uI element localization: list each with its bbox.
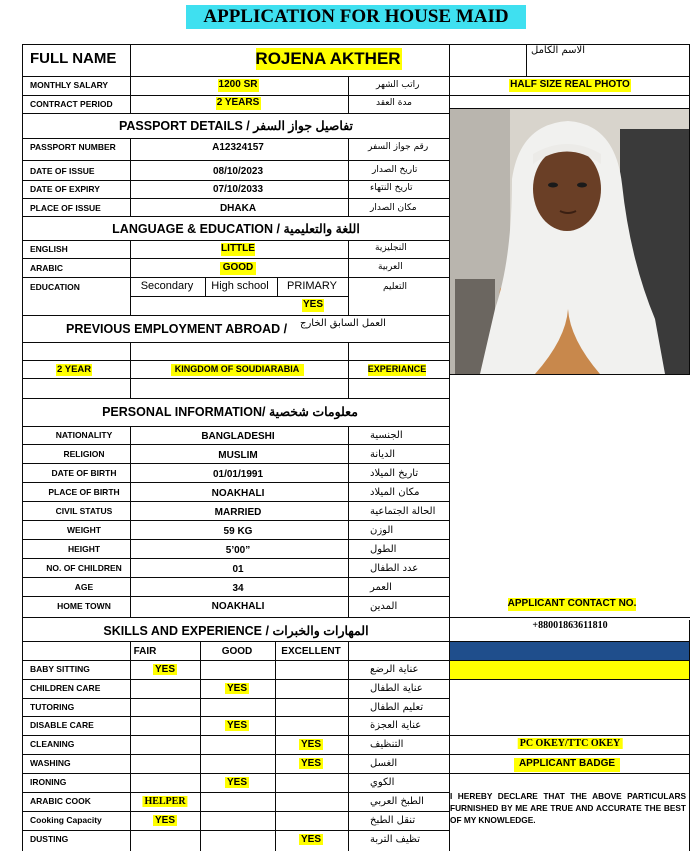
salary-arabic: راتب الشهر [376,80,420,90]
contact-band [450,642,689,660]
personal-label: AGE [74,582,94,592]
contract-value: 2 YEARS [216,97,260,108]
personal-label: NO. OF CHILDREN [46,563,122,573]
skill-good-value: YES [226,683,248,694]
personal-label: DATE OF BIRTH [51,468,117,478]
english-arabic: النجليزية [375,243,407,253]
skills-col-good: GOOD [221,646,253,657]
personal-arabic: مكان الميلاد [370,487,420,498]
place-of-issue-value: DHAKA [219,203,257,214]
employment-section-title: PREVIOUS EMPLOYMENT ABROAD / [66,322,288,336]
skill-arabic: تظيف التربة [370,834,421,845]
skill-label: CLEANING [30,739,75,749]
pc-okey: PC OKEY/TTC OKEY [519,738,621,749]
education-value: YES [302,299,324,310]
passport-number-label: PASSPORT NUMBER [30,142,116,152]
contact-value: +88001863611810 [532,620,608,631]
english-label: ENGLISH [30,244,68,254]
skill-label: TUTORING [30,702,75,712]
passport-section-title: PASSPORT DETAILS / تفاصيل جواز السفر [118,119,354,133]
expiry-date-value: 07/10/2033 [212,184,264,195]
applicant-photo-illustration [450,109,689,374]
personal-value: 5’00” [225,545,251,556]
personal-value: NOAKHALI [211,601,265,612]
salary-label: MONTHLY SALARY [30,80,109,90]
skill-arabic: التنظيف [370,739,404,750]
education-arabic: التعليم [383,282,407,292]
skill-good-value: YES [226,720,248,731]
skill-excellent-value: YES [300,834,322,845]
salary-value: 1200 SR [218,79,258,90]
declaration-text: I HEREBY DECLARE THAT THE ABOVE PARTICULARS FURNISHED BY ME ARE TRUE AND ACCURATE THE BEST OF MY KNOWLEDGE. [450,791,686,825]
skill-excellent-value: YES [300,739,322,750]
contact-label: APPLICANT CONTACT NO. [507,598,637,609]
english-value: LITTLE [221,243,255,254]
skill-arabic: الطبخ العربي [370,796,424,807]
page-title: APPLICATION FOR HOUSE MAID [203,6,509,27]
passport-number-value: A12324157 [212,142,264,153]
skill-excellent-value: YES [300,758,322,769]
personal-label: HEIGHT [67,544,101,554]
arabic-label: ARABIC [30,263,64,273]
place-of-issue-arabic: مكان الصدار [370,203,417,213]
skill-label: IRONING [30,777,67,787]
skill-arabic: الغسل [370,758,398,769]
personal-value: MARRIED [214,507,262,518]
employment-country: KINGDOM OF SOUDIARABIA [174,364,300,374]
applicant-badge: APPLICANT BADGE [518,758,616,769]
personal-label: CIVIL STATUS [55,506,113,516]
skill-label: ARABIC COOK [30,796,91,806]
skill-label: WASHING [30,758,71,768]
skill-fair-value: YES [154,664,176,675]
personal-value: 59 KG [223,526,253,537]
personal-value: 01/01/1991 [212,469,264,480]
personal-label: RELIGION [63,449,105,459]
personal-label: PLACE OF BIRTH [48,487,120,497]
skill-fair-value: YES [154,815,176,826]
issue-date-label: DATE OF ISSUE [30,166,95,176]
skill-arabic: تعليم الطفال [370,702,424,713]
skill-arabic: تنقل الطبخ [370,815,416,826]
skills-col-fair: FAIR [133,646,157,657]
place-of-issue-label: PLACE OF ISSUE [30,203,101,213]
contact-yellow-block [450,661,689,679]
issue-date-value: 08/10/2023 [212,166,264,177]
arabic-arabic: العربية [378,262,403,272]
personal-label: HOME TOWN [57,601,111,611]
skill-arabic: عناية الطفال [370,683,423,694]
personal-arabic: الحالة الجتماعية [370,506,436,517]
skill-label: BABY SITTING [30,664,90,674]
personal-section-title: PERSONAL INFORMATION/ معلومات شخصية [102,405,358,419]
applicant-photo [450,109,689,374]
personal-arabic: عدد الطفال [370,563,419,574]
skill-arabic: عناية العجزة [370,720,422,731]
education-opt-primary: PRIMARY [287,280,337,292]
skills-section-title: SKILLS AND EXPERIENCE / المهارات والخبرات [103,624,369,638]
skill-arabic: الكوي [370,777,395,788]
skill-label: CHILDREN CARE [30,683,101,693]
skills-col-excellent: EXCELLENT [281,646,341,657]
education-label: EDUCATION [30,282,80,292]
personal-value: 01 [232,564,244,575]
skill-label: Cooking Capacity [30,815,102,825]
personal-value: NOAKHALI [211,488,265,499]
personal-arabic: الطول [370,544,397,555]
contract-arabic: مدة العقد [376,98,412,108]
skill-label: DUSTING [30,834,69,844]
education-opt-highschool: High school [211,280,269,292]
personal-label: NATIONALITY [55,430,113,440]
employment-section-title-ar: العمل السابق الخارج [300,318,386,329]
expiry-date-label: DATE OF EXPIRY [30,184,100,194]
employment-experience: EXPERIANCE [367,364,427,374]
employment-duration: 2 YEAR [57,364,92,375]
skill-fair-value: HELPER [144,796,186,807]
personal-arabic: تاريخ الميلاد [370,468,419,479]
photo-label: HALF SIZE REAL PHOTO [510,79,630,90]
skill-arabic: عناية الرضع [370,664,419,675]
arabic-value: GOOD [222,262,254,273]
full-name-label: FULL NAME [30,50,117,67]
personal-label: WEIGHT [67,525,101,535]
language-section-title: LANGUAGE & EDUCATION / اللغة والتعليمية [112,222,360,236]
personal-arabic: الجنسية [370,430,403,441]
personal-arabic: العمر [370,582,392,593]
skill-label: DISABLE CARE [30,720,94,730]
issue-date-arabic: تاريخ الصدار [372,165,418,175]
education-opt-secondary: Secondary [140,280,194,292]
expiry-date-arabic: تاريخ النتهاء [370,183,413,193]
full-name-value: ROJENA AKTHER [255,49,401,68]
personal-value: BANGLADESHI [201,431,275,442]
full-name-arabic: الاسم الكامل [531,45,586,56]
personal-value: MUSLIM [218,450,258,461]
personal-arabic: المدين [370,601,398,612]
personal-value: 34 [232,583,244,594]
passport-number-arabic: رقم جواز السفر [368,142,429,152]
personal-arabic: الديانة [370,449,396,460]
contract-label: CONTRACT PERIOD [30,99,113,109]
personal-arabic: الوزن [370,525,394,536]
skill-good-value: YES [226,777,248,788]
